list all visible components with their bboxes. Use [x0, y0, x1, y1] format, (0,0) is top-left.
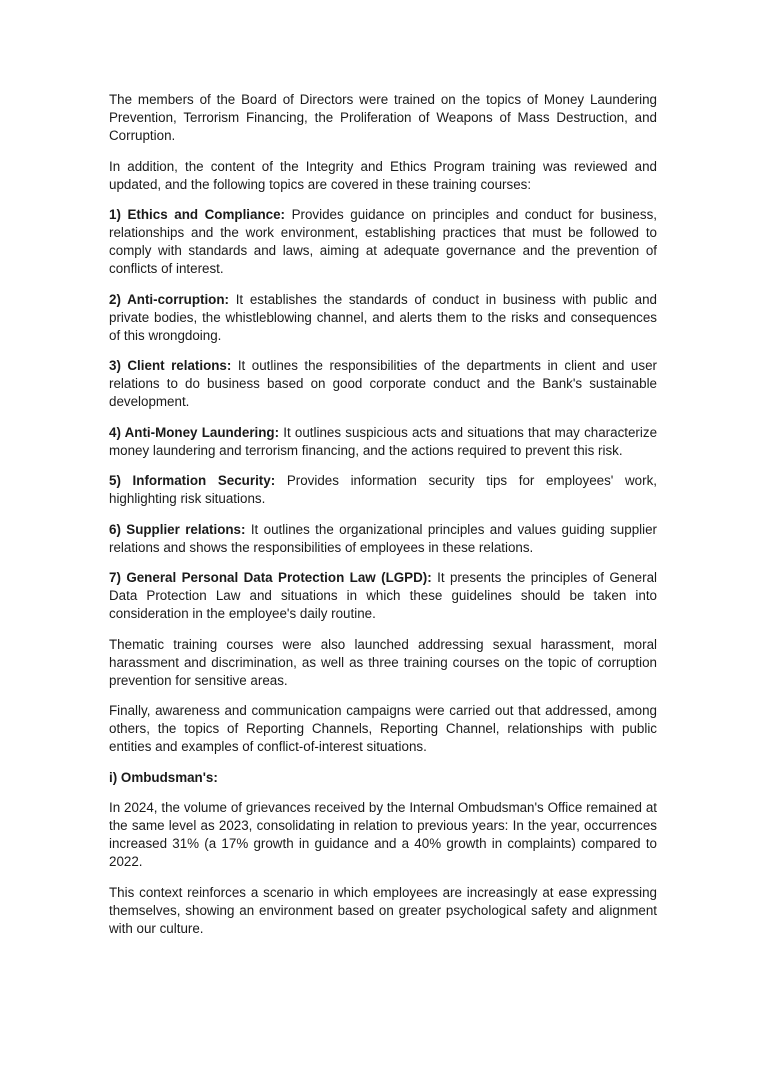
topic-text: It outlines the responsibilities of the departments in client and user relations to do business based on good corporate conduct and the Bank's sustainable development. — [109, 358, 657, 409]
topic-text: Provides information security tips for employees' work, highlighting risk situations. — [109, 473, 657, 506]
ombudsman-heading — [109, 769, 657, 787]
topic-client-relations — [109, 357, 657, 411]
board-training-paragraph: The members of the Board of Directors were trained on the topics of Money Laundering Prevention, Terrorism Financing, the Proliferation of Weapons of Mass Destruction, and Corruption. — [109, 92, 657, 143]
ombudsman-heading-text: i) Ombudsman's: — [109, 769, 218, 785]
topic-anti-corruption — [109, 291, 657, 345]
campaigns-paragraph: Finally, awareness and communication campaigns were carried out that addressed, among others, the topics of Reporting Channels, Reporting Channel, relationships with public entities and examples of conflict-of-interest situations. — [109, 703, 657, 754]
topic-text: It presents the principles of General Data Protection Law and situations in which these guidelines should be taken into consideration in the employee's daily routine. — [109, 570, 657, 621]
topic-text: It outlines the organizational principles and values guiding supplier relations and shows the responsibilities of employees in these relations. — [109, 521, 657, 555]
topic-lgpd — [109, 569, 657, 623]
topic-ethics-compliance — [109, 206, 657, 278]
thematic-training-paragraph: Thematic training courses were also launched addressing sexual harassment, moral harassment and discrimination, as well as three training courses on the topic of corruption prevention for sensitive areas. — [109, 636, 657, 688]
topic-title: 3) Client relations: — [109, 358, 232, 373]
context-paragraph: This context reinforces a scenario in which employees are increasingly at ease expressing themselves, showing an environment based on greater psychological safety and alignment with our culture. — [109, 884, 657, 936]
topic-supplier-relations — [109, 521, 657, 557]
topic-text: It outlines suspicious acts and situations that may characterize money laundering and terrorism financing, and the actions required to prevent this risk. — [109, 424, 658, 458]
program-review-paragraph: In addition, the content of the Integrity and Ethics Program training was reviewed and updated, and the following topics are covered in these training courses: — [109, 158, 657, 192]
topic-information-security — [109, 472, 657, 508]
topic-title: 7) General Personal Data Protection Law (LGPD): — [109, 570, 432, 585]
page-body — [109, 91, 657, 950]
topic-title: 1) Ethics and Compliance: — [109, 207, 285, 222]
ombudsman-volume-paragraph: In 2024, the volume of grievances received by the Internal Ombudsman's Office remained at the same level as 2023, consolidating in relation to previous years: In the year, occurrences increased 31% (a 17% growth in guidance and a 40% growth in complaints) compared to 2022. — [109, 800, 657, 869]
topic-anti-money-laundering — [109, 424, 657, 460]
topic-title: 6) Supplier relations: — [109, 521, 246, 537]
topic-text: Provides guidance on principles and conduct for business, relationships and the work environment, establishing practices that must be followed to comply with standards and laws, aiming at adequate governance and the prevention of conflicts of interest. — [109, 207, 657, 276]
topic-title: 4) Anti-Money Laundering: — [109, 424, 280, 440]
topic-text: It establishes the standards of conduct in business with public and private bodies, the whistleblowing channel, and alerts them to the risks and consequences of this wrongdoing. — [109, 291, 657, 343]
topic-title: 2) Anti-corruption: — [109, 291, 229, 307]
topic-title: 5) Information Security: — [109, 473, 276, 488]
